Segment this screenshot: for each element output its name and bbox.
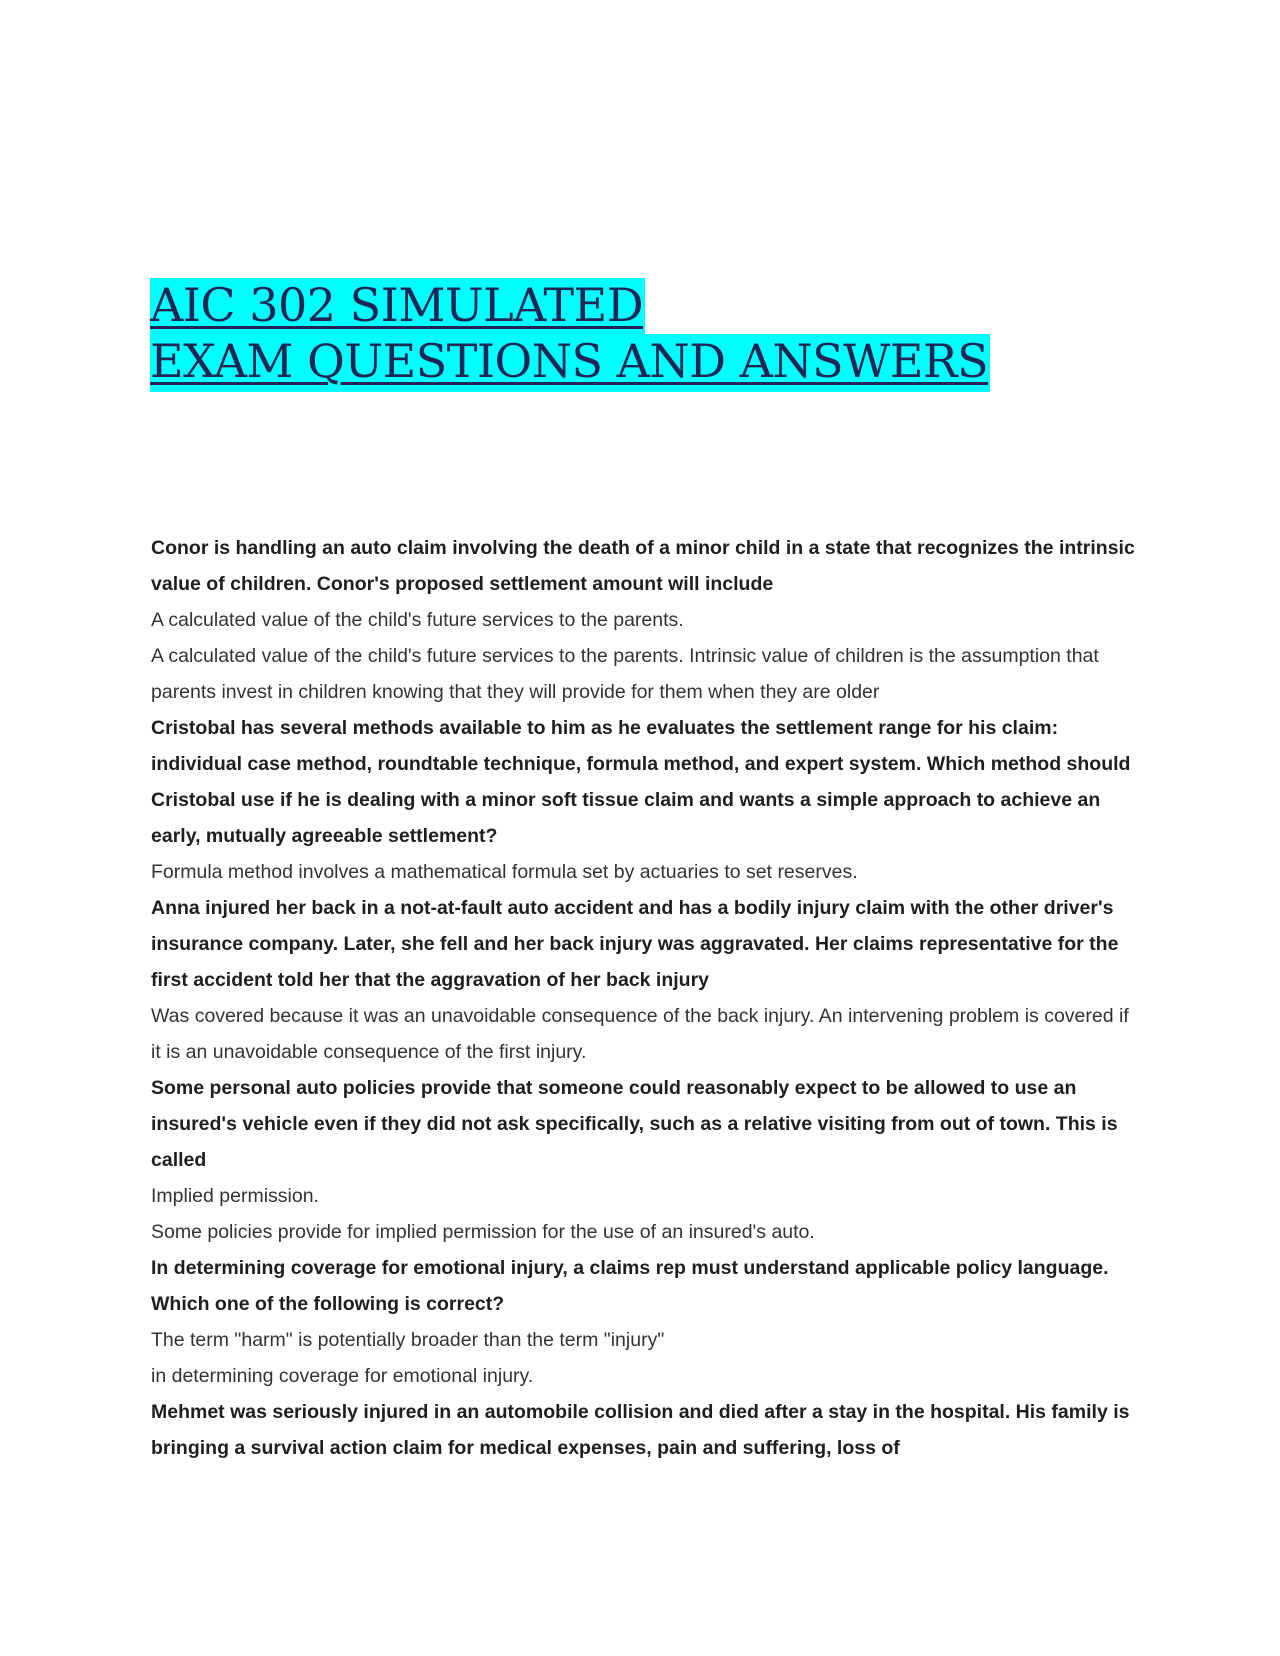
question-text: Mehmet was seriously injured in an automobile collision and died after a stay in the hospital. His family is bringing a survival action claim for medical expenses, pain and suffering, loss of (151, 1401, 1130, 1459)
question-text: Anna injured her back in a not-at-fault auto accident and has a bodily injury claim with the other driver's insurance company. Later, she fell and her back injury was aggravated. Her claims representative for the first accident told her that the aggravation of her back injury (151, 897, 1119, 991)
title-text-2: EXAM QUESTIONS AND ANSWERS (150, 334, 990, 392)
question-text: In determining coverage for emotional injury, a claims rep must understand applicable policy language. (151, 1257, 1109, 1279)
answer-text: Formula method involves a mathematical formula set by actuaries to set reserves. (151, 861, 858, 883)
answer-text: in determining coverage for emotional injury. (151, 1365, 534, 1387)
answer-text: A calculated value of the child's future services to the parents. (151, 609, 684, 631)
answer-text: The term "harm" is potentially broader than the term "injury" (151, 1329, 665, 1351)
question-text: Conor is handling an auto claim involving the death of a minor child in a state that recognizes the intrinsic value of children. Conor's proposed settlement amount will include (151, 537, 1135, 595)
question-text: Which one of the following is correct? (151, 1293, 505, 1315)
title-line-1 (150, 277, 990, 333)
title-text-1: AIC 302 SIMULATED (150, 278, 645, 336)
qa-content (151, 530, 1141, 1466)
answer-text: A calculated value of the child's future services to the parents. Intrinsic value of children is the assumption that parents invest in children knowing that they will provide for them when they are older (151, 645, 1099, 703)
title-line-2 (150, 333, 990, 389)
answer-text: Was covered because it was an unavoidable consequence of the back injury. An intervening problem is covered if it is an unavoidable consequence of the first injury. (151, 1005, 1129, 1063)
question-text: Some personal auto policies provide that someone could reasonably expect to be allowed to use an insured's vehicle even if they did not ask specifically, such as a relative visiting from out of town. This is called (151, 1077, 1118, 1171)
answer-text: Some policies provide for implied permission for the use of an insured's auto. (151, 1221, 815, 1243)
question-text: Cristobal has several methods available to him as he evaluates the settlement range for his claim: individual case method, roundtable technique, formula method, and expert system. Which method should Cristobal use if he is dealing with a minor soft tissue claim and wants a simple approach to achieve an early, mutually agreeable settlement? (151, 717, 1131, 847)
answer-text: Implied permission. (151, 1185, 319, 1207)
document-title (150, 277, 990, 389)
